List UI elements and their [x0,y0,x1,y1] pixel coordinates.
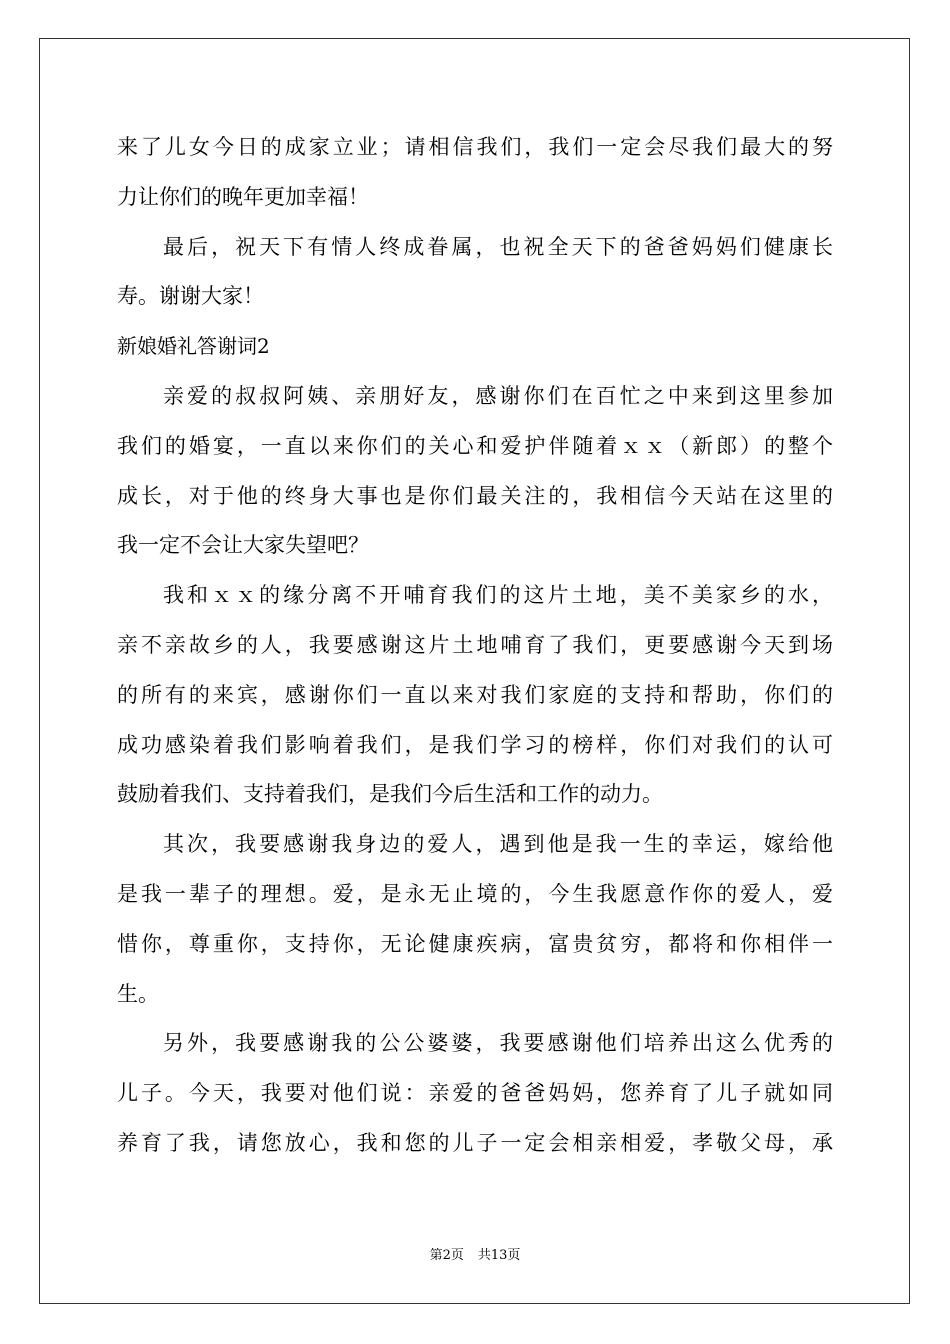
page-footer [0,1247,950,1265]
text-line: 来了儿女今日的成家立业；请相信我们，我们一定会尽我们最大的努 [117,135,833,159]
text-line: 惜你，尊重你，支持你，无论健康疾病，富贵贫穷，都将和你相伴一 [117,931,833,956]
text-line: 成长，对于他的终身大事也是你们最关注的，我相信今天站在这里的 [117,483,833,508]
text-line: 我们的婚宴，一直以来你们的关心和爱护伴随着ｘｘ（新郎）的整个 [117,433,833,458]
text-line: 另外，我要感谢我的公公婆婆，我要感谢他们培养出这么优秀的 [163,1031,833,1056]
document-body [117,123,833,1169]
text-line: 我和ｘｘ的缘分离不开哺育我们的这片土地，美不美家乡的水， [163,583,833,608]
text-line: 亲爱的叔叔阿姨、亲朋好友，感谢你们在百忙之中来到这里参加 [163,383,833,408]
text-line: 其次，我要感谢我身边的爱人，遇到他是我一生的幸运，嫁给他 [163,832,833,857]
text-line: 成功感染着我们影响着我们，是我们学习的榜样，你们对我们的认可 [117,732,833,757]
text-line: 养育了我，请您放心，我和您的儿子一定会相亲相爱，孝敬父母，承 [117,1130,833,1155]
page-number: 第2页 [429,1248,464,1263]
page-total: 共13页 [477,1248,521,1263]
text-line: 生。 [117,981,159,1006]
text-line: 鼓励着我们、支持着我们，是我们今后生活和工作的动力。 [117,782,663,807]
text-line: 儿子。今天，我要对他们说：亲爱的爸爸妈妈，您养育了儿子就如同 [117,1081,833,1106]
text-line: 力让你们的晚年更加幸福！ [117,184,369,209]
text-line: 我一定不会让大家失望吧？ [117,533,369,558]
text-line: 寿。谢谢大家！ [117,284,264,309]
text-line: 是我一辈子的理想。爱，是永无止境的，今生我愿意作你的爱人，爱 [117,881,833,906]
section-heading: 新娘婚礼答谢词2 [117,334,270,359]
text-line: 的所有的来宾，感谢你们一直以来对我们家庭的支持和帮助，你们的 [117,682,833,707]
text-line: 最后，祝天下有情人终成眷属，也祝全天下的爸爸妈妈们健康长 [163,234,833,259]
text-line: 亲不亲故乡的人，我要感谢这片土地哺育了我们，更要感谢今天到场 [117,632,833,657]
